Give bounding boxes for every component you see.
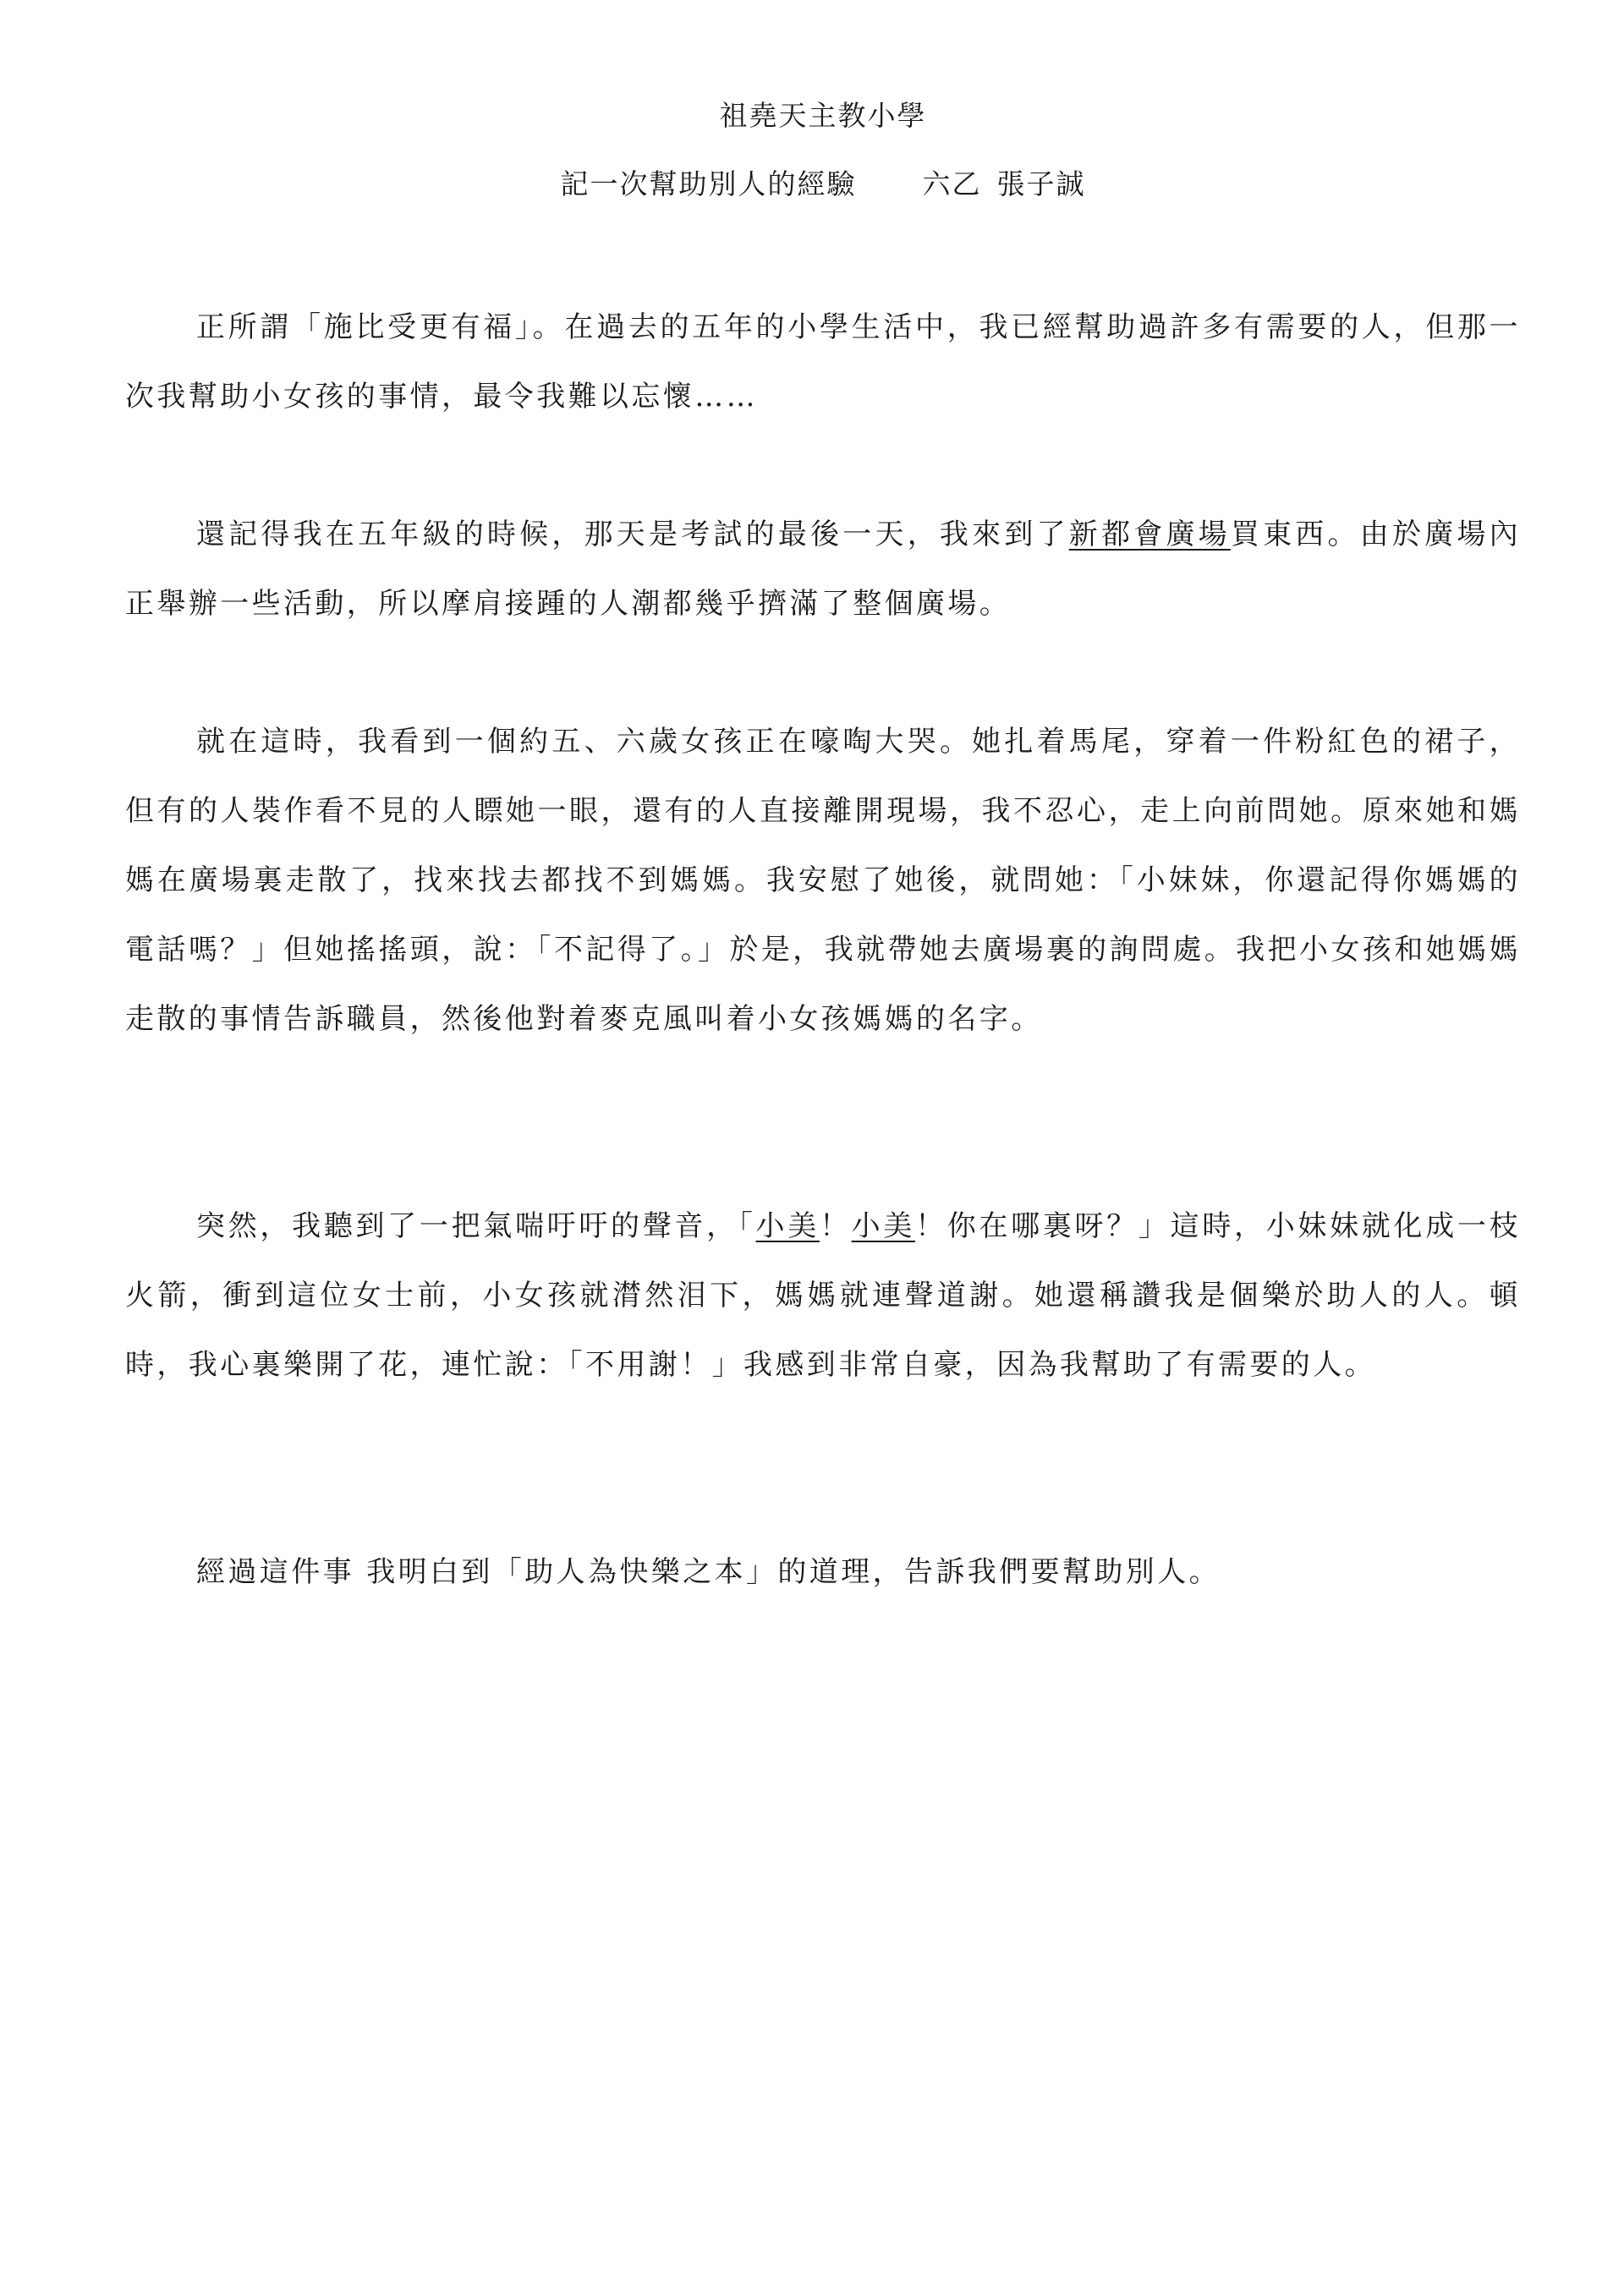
- paragraph-setting: [125, 500, 1521, 638]
- girl-name-first: 小美: [755, 1209, 820, 1243]
- class-label: 六乙: [922, 167, 982, 200]
- paragraph-reunion-text-a: 突然，我聽到了一把氣喘吁吁的聲音，「: [196, 1209, 756, 1243]
- paragraph-setting-text-a: 還記得我在五年級的時候，那天是考試的最後一天，我來到了: [196, 518, 1069, 551]
- place-name: 新都會廣場: [1068, 518, 1231, 551]
- paragraph-reunion-text-b: ！你在哪裏呀？」這時，小妹妹就化成一枝火箭，衝到這位女士前，小女孩就潸然泪下，媽媽就連聲道謝。她還稱讚我是個樂於助人的人。頓時，我心裏樂開了花，連忙說：「不用謝！」我感到非常自豪，因為我幫助了有需要的人。: [125, 1209, 1521, 1382]
- school-name: 祖堯天主教小學: [719, 99, 927, 132]
- girl-name-second: 小美: [851, 1209, 916, 1243]
- paragraph-conclusion: 經過這件事 我明白到「助人為快樂之本」的道理，告訴我們要幫助別人。: [196, 1555, 1221, 1589]
- essay-heading: [125, 163, 1521, 205]
- paragraph-setting-text-b: 買東西。由於廣場內正舉辦一些活動，所以摩肩接踵的人潮都幾乎擠滿了整個廣場。: [125, 518, 1521, 621]
- paragraph-intro: 正所謂「施比受更有福」。在過去的五年的小學生活中，我已經幫助過許多有需要的人，但那一次我幫助小女孩的事情，最令我難以忘懷……: [125, 310, 1521, 414]
- paragraph-reunion: [125, 1192, 1521, 1400]
- paragraph-event: 就在這時，我看到一個約五、六歲女孩正在嚎啕大哭。她扎着馬尾，穿着一件粉紅色的裙子，但有的人裝作看不見的人瞟她一眼，還有的人直接離開現場，我不忍心，走上向前問她。原來她和媽媽在廣場裏走散了，找來找去都找不到媽媽。我安慰了她後，就問她：「小妹妹，你還記得你媽媽的電話嗎？」但她搖搖頭，說：「不記得了。」於是，我就帶她去廣場裏的詢問處。我把小女孩和她媽媽走散的事情告訴職員，然後他對着麥克風叫着小女孩媽媽的名字。: [125, 725, 1521, 1036]
- paragraph-reunion-punct: ！: [819, 1209, 852, 1243]
- essay-title: 記一次幫助別人的經驗: [560, 167, 857, 200]
- author-name: 張子誠: [996, 167, 1086, 200]
